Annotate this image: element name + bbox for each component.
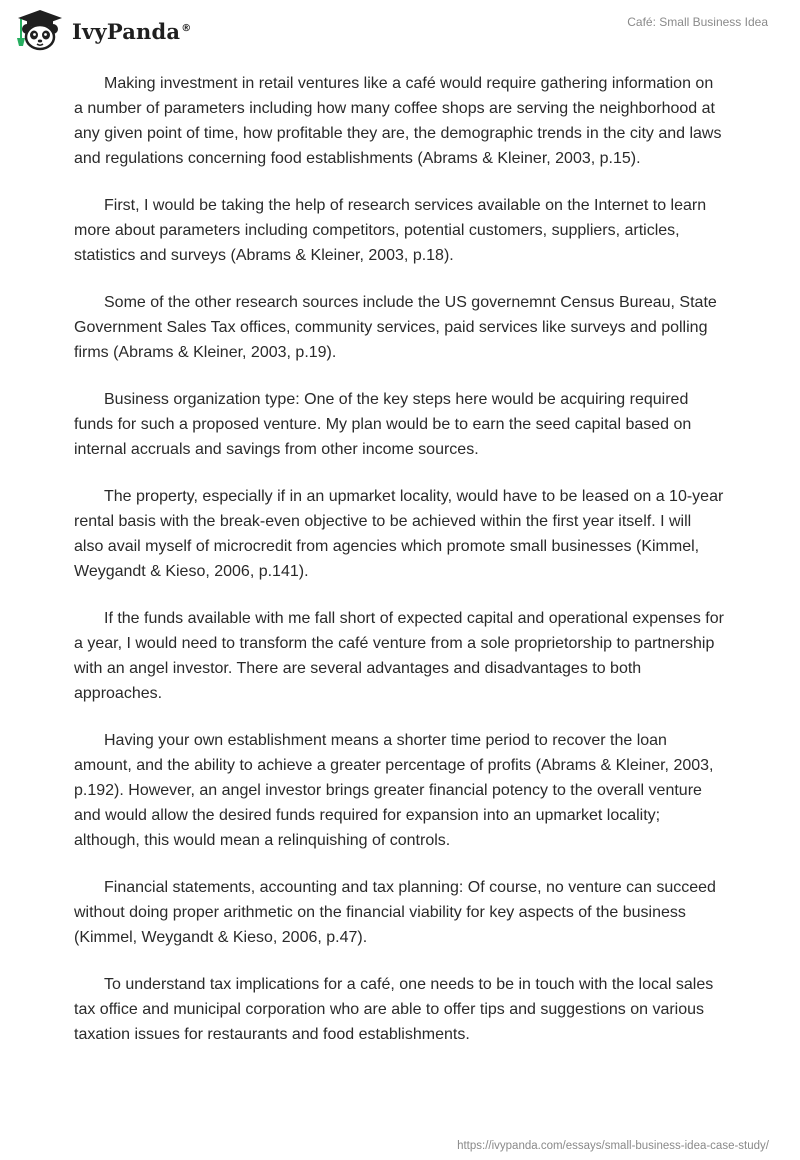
brand-name-text: IvyPanda <box>72 18 181 44</box>
brand-logo[interactable] <box>14 8 191 52</box>
page-header <box>0 0 800 60</box>
brand-registered-mark: ® <box>181 22 192 34</box>
brand-name <box>72 19 191 44</box>
paragraph: Financial statements, accounting and tax planning: Of course, no venture can succeed without doing proper arithmetic on the financial viability for key aspects of the business (Kimmel, Weygandt & Kieso, 2006, p.47). <box>74 879 716 946</box>
document-title: Café: Small Business Idea <box>627 15 768 29</box>
paragraph: To understand tax implications for a café, one needs to be in touch with the local sales tax office and municipal corporation who are able to offer tips and suggestions on various taxation issues for restaurants and food establishments. <box>74 976 714 1043</box>
paragraph: Some of the other research sources include the US governemnt Census Bureau, State Government Sales Tax offices, community services, paid services like surveys and polling firms (Abrams & Kleiner, 2003, p.19). <box>74 294 717 361</box>
panda-graduate-logo-icon <box>14 8 66 52</box>
paragraph: Business organization type: One of the key steps here would be acquiring required funds for such a proposed venture. My plan would be to earn the seed capital based on internal accruals and savings from other income sources. <box>74 391 692 458</box>
essay-body <box>74 71 724 1069</box>
paragraph: The property, especially if in an upmarket locality, would have to be leased on a 10-year rental basis with the break-even objective to be achieved within the first year itself. I will also avail myself of microcredit from agencies which promote small businesses (Kimmel, Weygandt & Kieso, 2006, p.141). <box>74 488 724 580</box>
paragraph: First, I would be taking the help of research services available on the Internet to learn more about parameters including competitors, potential customers, suppliers, articles, statistics and surveys (Abrams & Kleiner, 2003, p.18). <box>74 197 707 264</box>
paragraph: If the funds available with me fall short of expected capital and operational expenses for a year, I would need to transform the café venture from a sole proprietorship to partnership with an angel investor. There are several advantages and disadvantages to both approaches. <box>74 610 724 702</box>
paragraph: Having your own establishment means a shorter time period to recover the loan amount, and the ability to achieve a greater percentage of profits (Abrams & Kleiner, 2003, p.192). However, an angel investor brings greater financial potency to the overall venture and would allow the desired funds required for expansion into an upmarket locality; although, this would mean a relinquishing of controls. <box>74 732 714 849</box>
paragraph: Making investment in retail ventures like a café would require gathering information on a number of parameters including how many coffee shops are serving the neighborhood at any given point of time, how profitable they are, the demographic trends in the city and laws and regulations concerning food establishments (Abrams & Kleiner, 2003, p.15). <box>74 75 722 167</box>
source-url[interactable]: https://ivypanda.com/essays/small-business-idea-case-study/ <box>457 1140 769 1152</box>
